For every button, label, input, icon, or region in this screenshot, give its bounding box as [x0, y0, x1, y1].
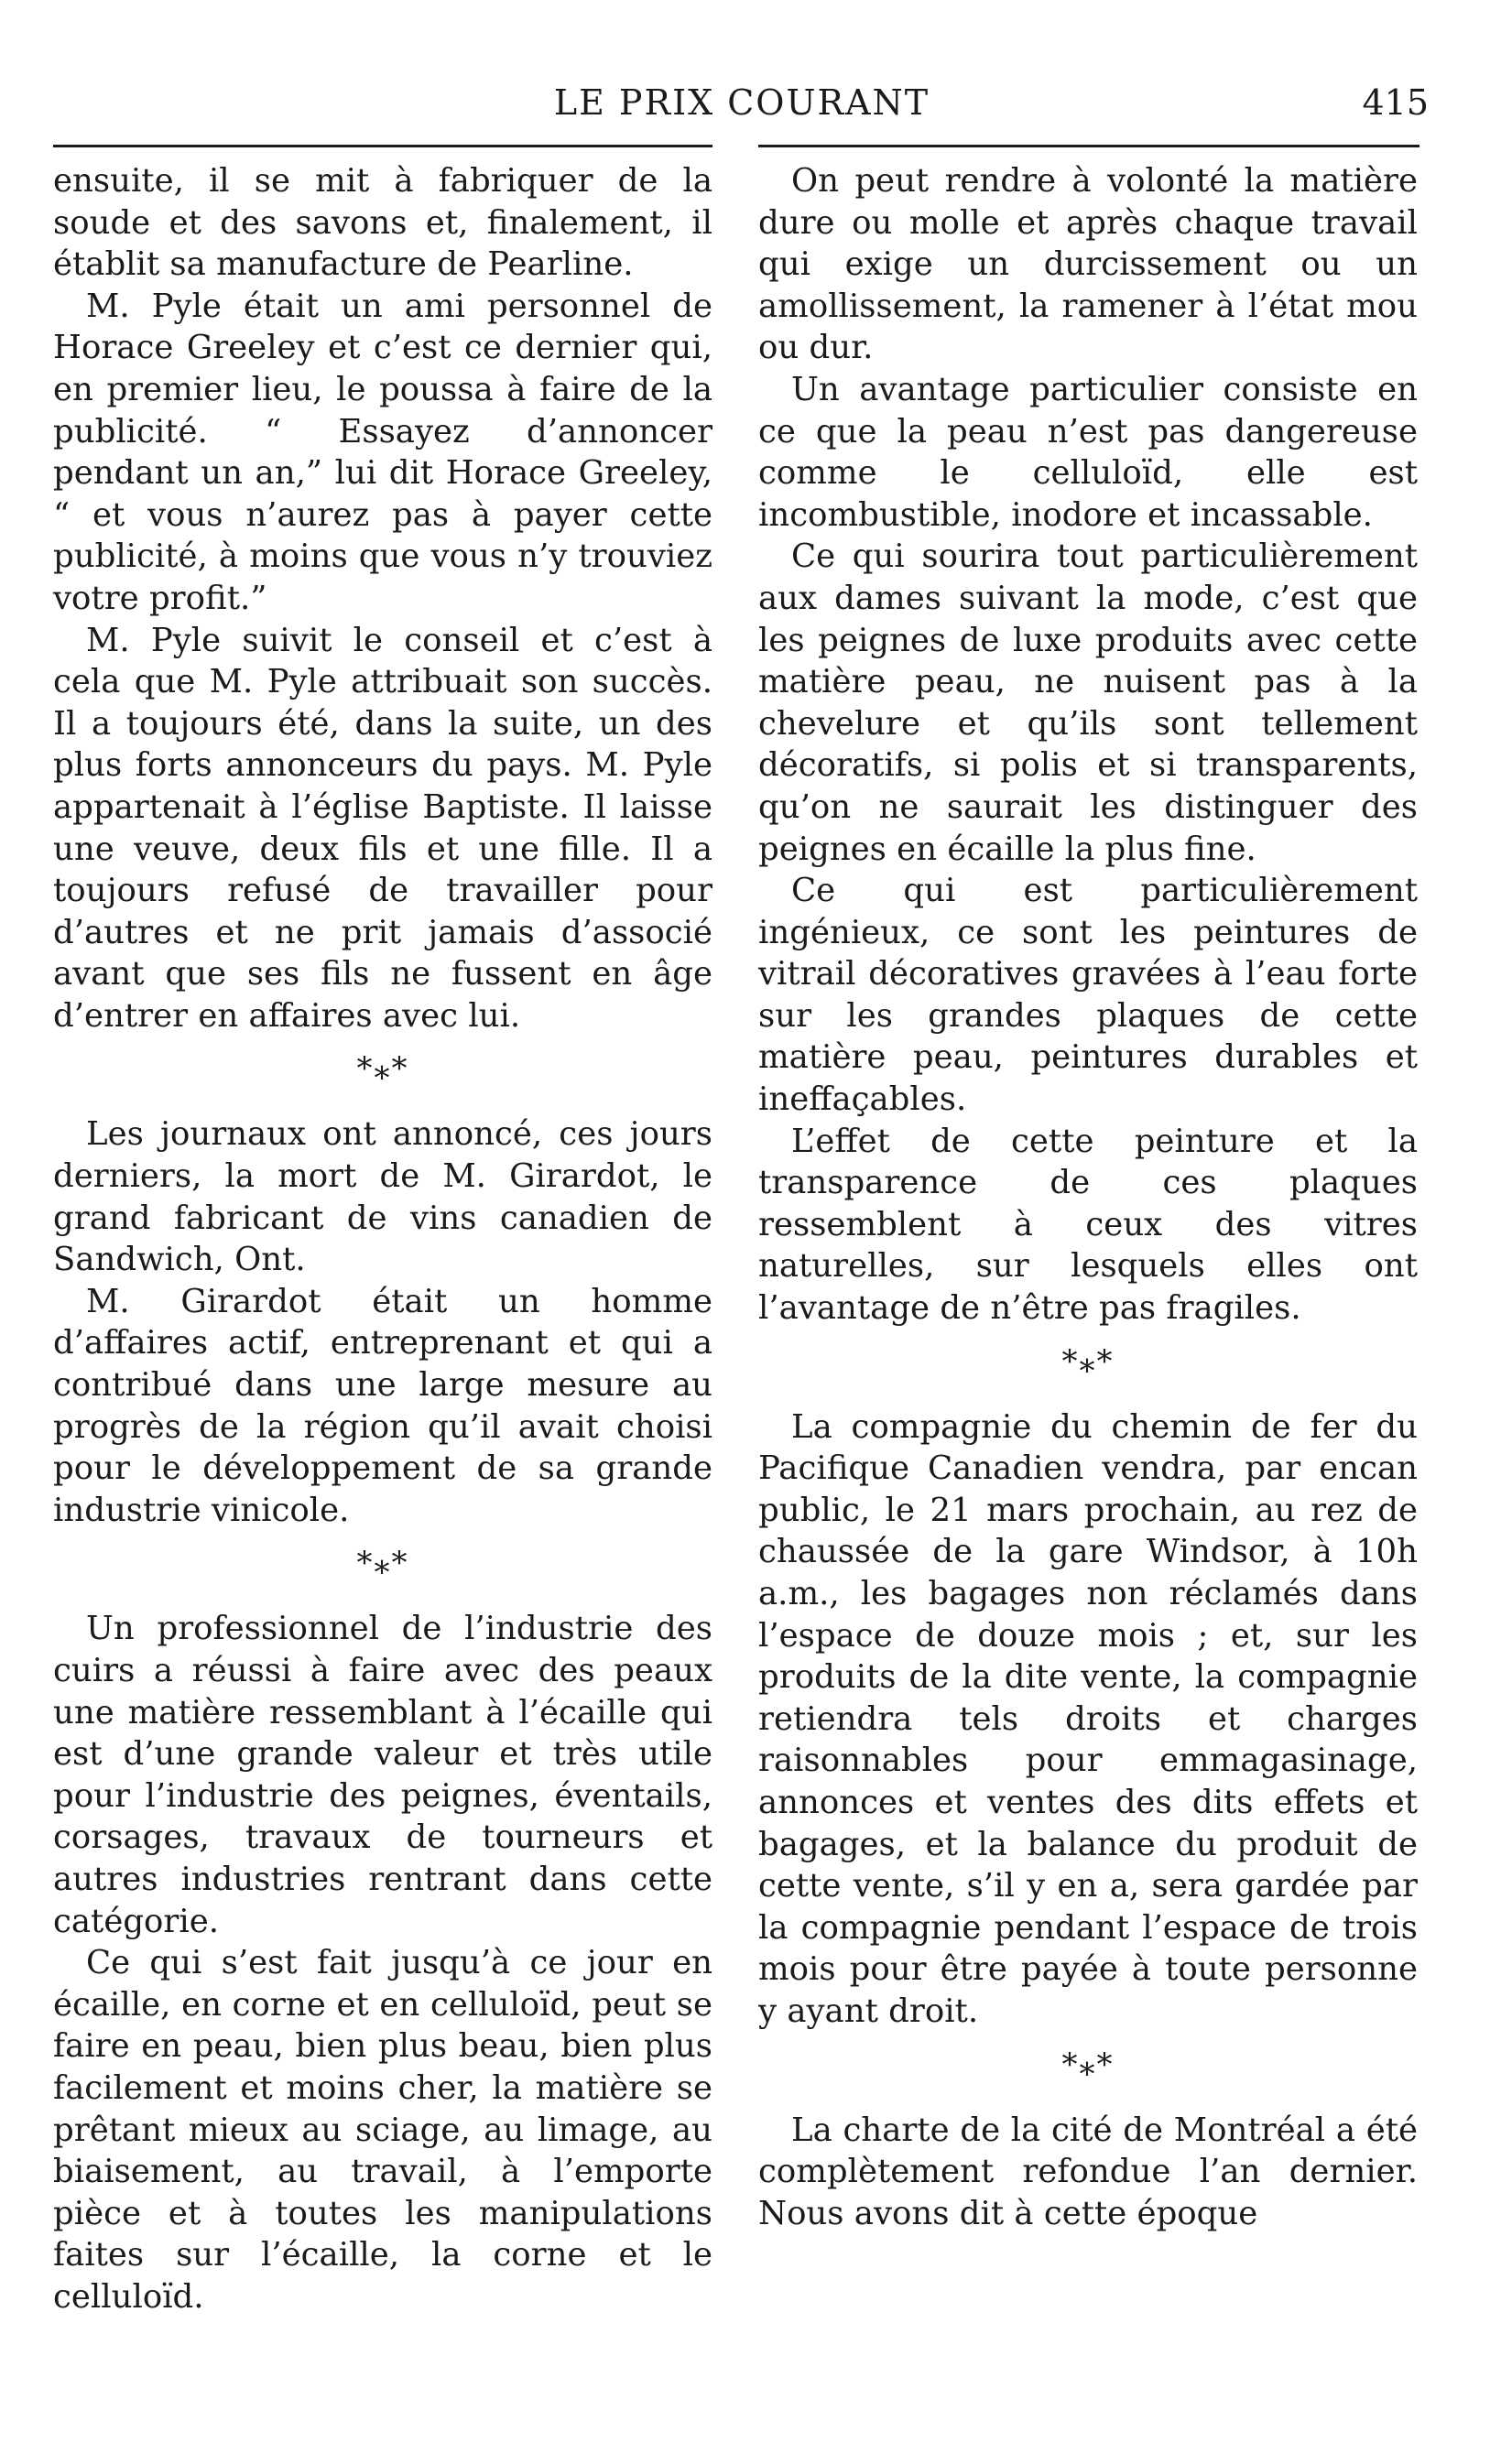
article-paragraph: M. Pyle était un ami personnel de Horace Greeley et c’est ce dernier qui, en premier lieu, le poussa à faire de la publicité. “ Essayez d’annoncer pendant un an,” lui dit Horace Greeley, “ et vous n’aurez pas à payer cette publicité, à moins que vous n’y trouviez votre profit.”	[53, 287, 712, 617]
section-separator: *⁎*	[1061, 1342, 1115, 1380]
page-header	[55, 82, 1429, 137]
header-rule-right	[758, 145, 1419, 147]
header-rule-left	[53, 145, 712, 147]
article-paragraph: Ce qui s’est fait jusqu’à ce jour en écaille, en corne et en celluloïd, peut se faire en peau, bien plus beau, bien plus facilement et moins cher, la matière se prêtant mieux au sciage, au limage, au biaisement, au travail, à l’emporte pièce et à toutes les manipulations faites sur l’écaille, la corne et le celluloïd.	[53, 1944, 712, 2316]
article-paragraph: Les journaux ont annoncé, ces jours derniers, la mort de M. Girardot, le grand fabricant de vins canadien de Sandwich, Ont.	[53, 1115, 712, 1279]
article-paragraph: La charte de la cité de Montréal a été complètement refondue l’an dernier. Nous avons dit à cette époque	[758, 2111, 1418, 2232]
running-title: LE PRIX COURANT	[553, 82, 930, 123]
page-number: 415	[1362, 82, 1429, 123]
right-column	[758, 160, 1418, 2234]
article-paragraph: La compagnie du chemin de fer du Pacifique Canadien vendra, par encan public, le 21 mars prochain, au rez de chaussée de la gare Windsor, à 10h a.m., les bagages non réclamés dans l’espace de douze mois ; et, sur les produits de la dite vente, la compagnie retiendra tels droits et charges raisonnables pour emmagasinage, annonces et ventes des dits effets et bagages, et la balance du produit de cette vente, s’il y en a, sera gardée par la compagnie pendant l’espace de trois mois pour être payée à toute personne y ayant droit.	[758, 1407, 1418, 2030]
section-separator: *⁎*	[356, 1545, 409, 1582]
section-separator: *⁎*	[356, 1050, 409, 1088]
article-paragraph: M. Pyle suivit le conseil et c’est à cela que M. Pyle attribuait son succès. Il a toujours été, dans la suite, un des plus forts annonceurs du pays. M. Pyle appartenait à l’église Baptiste. Il laisse une veuve, deux fils et une fille. Il a toujours refusé de travailler pour d’autres et ne prit jamais d’associé avant que ses fils ne fussent en âge d’entrer en affaires avec lui.	[53, 621, 712, 1035]
article-paragraph: Un avantage particulier consiste en ce que la peau n’est pas dangereuse comme le celluloïd, elle est incombustible, inodore et incassable.	[758, 370, 1418, 534]
article-paragraph: On peut rendre à volonté la matière dure ou molle et après chaque travail qui exige un durcissement ou un amollissement, la ramener à l’état mou ou dur.	[758, 162, 1418, 367]
article-paragraph: ensuite, il se mit à fabriquer de la soude et des savons et, finalement, il établit sa manufacture de Pearline.	[53, 162, 712, 284]
article-paragraph: L’effet de cette peinture et la transparence de ces plaques ressemblent à ceux des vitres naturelles, sur lesquels elles ont l’avantage de n’être pas fragiles.	[758, 1122, 1418, 1328]
article-paragraph: Ce qui sourira tout particulièrement aux dames suivant la mode, c’est que les peignes de luxe produits avec cette matière peau, ne nuisent pas à la chevelure et qu’ils sont tellement décoratifs, si polis et si transparents, qu’on ne saurait les distinguer des peignes en écaille la plus fine.	[758, 537, 1418, 868]
section-separator: *⁎*	[1061, 2046, 1115, 2083]
article-paragraph: M. Girardot était un homme d’affaires actif, entreprenant et qui a contribué dans une large mesure au progrès de la région qu’il avait choisi pour le développement de sa grande industrie vinicole.	[53, 1282, 712, 1529]
article-paragraph: Un professionnel de l’industrie des cuirs a réussi à faire avec des peaux une matière ressemblant à l’écaille qui est d’une grande valeur et très utile pour l’industrie des peignes, éventails, corsages, travaux de tourneurs et autres industries rentrant dans cette catégorie.	[53, 1610, 712, 1940]
article-paragraph: Ce qui est particulièrement ingénieux, ce sont les peintures de vitrail décoratives gravées à l’eau forte sur les grandes plaques de cette matière peau, peintures durables et ineffaçables.	[758, 872, 1418, 1119]
left-column	[53, 160, 712, 2318]
